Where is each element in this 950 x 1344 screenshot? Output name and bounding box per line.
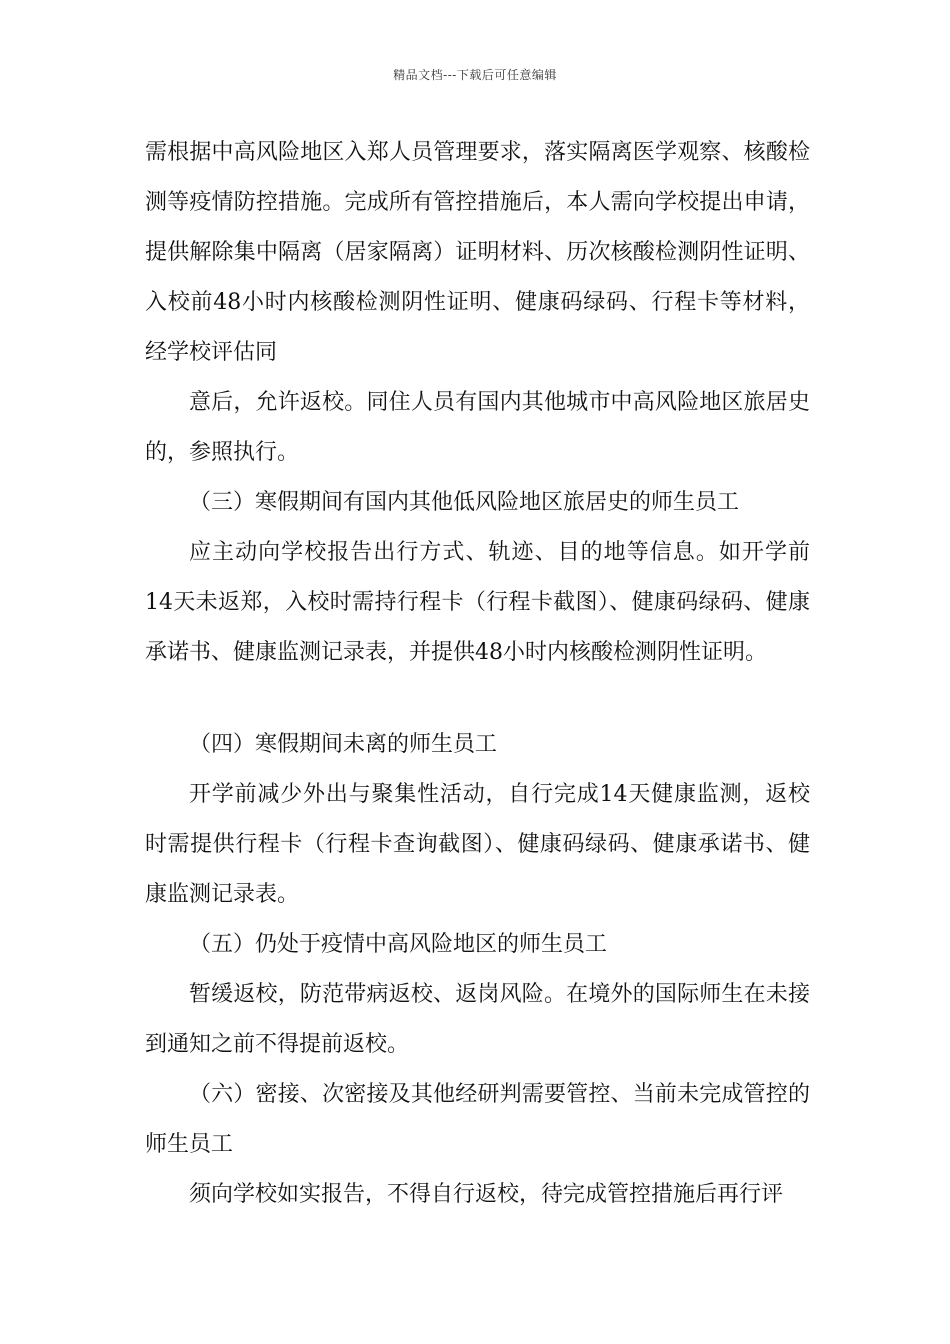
paragraph-spacer xyxy=(145,678,810,720)
document-body xyxy=(145,128,810,1220)
paragraph-4: 开学前减少外出与聚集性活动，自行完成14天健康监测，返校时需提供行程卡（行程卡查询截图）、健康码绿码、健康承诺书、健康监测记录表。 xyxy=(145,782,810,907)
section-heading-6: （六）密接、次密接及其他经研判需要管控、当前未完成管控的师生员工 xyxy=(145,1082,810,1157)
section-heading-3: （三）寒假期间有国内其他低风险地区旅居史的师生员工 xyxy=(189,490,740,515)
section-heading-5: （五）仍处于疫情中高风险地区的师生员工 xyxy=(189,932,608,957)
paragraph-6: 须向学校如实报告，不得自行返校，待完成管控措施后再行评 xyxy=(189,1182,784,1207)
page-header: 精品文档---下载后可任意编辑 xyxy=(393,68,557,82)
paragraph-3: 应主动向学校报告出行方式、轨迹、目的地等信息。如开学前14天未返郑，入校时需持行程卡（行程卡截图）、健康码绿码、健康承诺书、健康监测记录表，并提供48小时内核酸检测阴性证明。 xyxy=(145,540,810,665)
paragraph-1: 需根据中高风险地区入郑人员管理要求，落实隔离医学观察、核酸检测等疫情防控措施。完成所有管控措施后，本人需向学校提出申请，提供解除集中隔离（居家隔离）证明材料、历次核酸检测阴性证明、入校前48小时内核酸检测阴性证明、健康码绿码、行程卡等材料，经学校评估同 xyxy=(145,140,810,365)
paragraph-5: 暂缓返校，防范带病返校、返岗风险。在境外的国际师生在未接到通知之前不得提前返校。 xyxy=(145,982,810,1057)
paragraph-2: 意后，允许返校。同住人员有国内其他城市中高风险地区旅居史的，参照执行。 xyxy=(145,390,810,465)
section-heading-4: （四）寒假期间未离的师生员工 xyxy=(189,732,498,757)
